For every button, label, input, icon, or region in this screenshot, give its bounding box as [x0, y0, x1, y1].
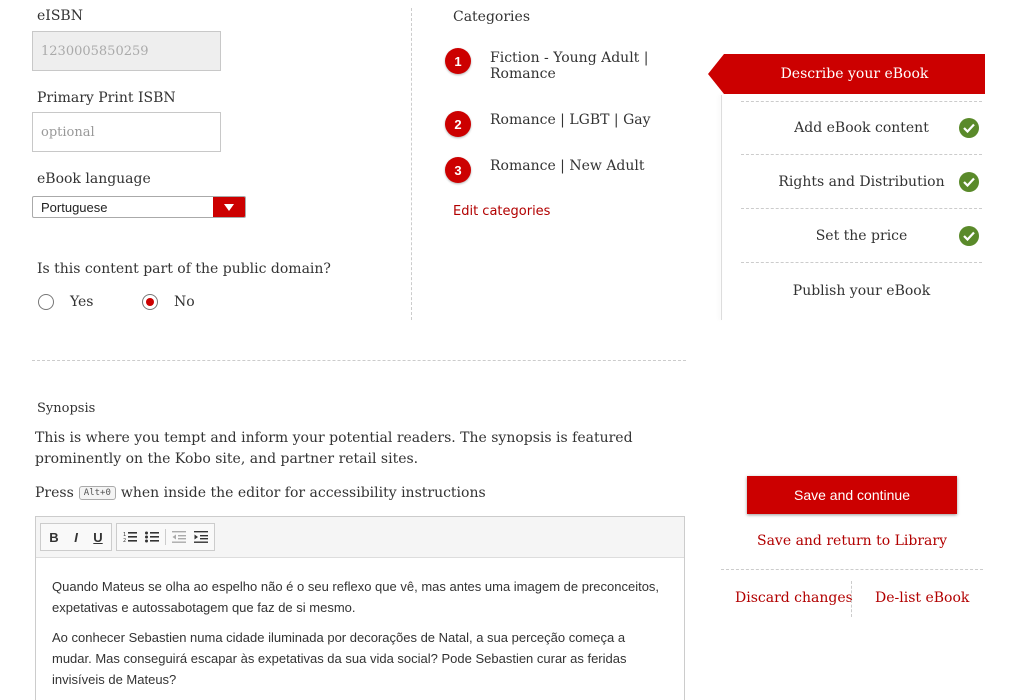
- save-continue-button[interactable]: Save and continue: [747, 476, 957, 514]
- step-add-content[interactable]: [741, 101, 982, 155]
- discard-changes-link[interactable]: Discard changes: [735, 590, 853, 606]
- step-price-label: Set the price: [815, 227, 908, 244]
- eisbn-label: eISBN: [37, 8, 83, 24]
- shortcut-key: Alt+0: [79, 486, 116, 500]
- category-item-1: [490, 50, 648, 82]
- category-item-1-line2: Romance: [490, 66, 556, 82]
- synopsis-title: Synopsis: [37, 401, 96, 416]
- edit-categories-link[interactable]: Edit categories: [453, 204, 551, 219]
- actions-vertical-divider: [851, 581, 852, 617]
- chevron-down-icon[interactable]: [213, 197, 245, 217]
- language-select[interactable]: [32, 196, 246, 218]
- step-rights-label: Rights and Distribution: [778, 173, 945, 190]
- save-return-link[interactable]: Save and return to Library: [756, 533, 948, 549]
- language-label: eBook language: [37, 171, 151, 187]
- delist-ebook-link[interactable]: De-list eBook: [875, 590, 970, 606]
- radio-yes-circle[interactable]: [38, 294, 54, 310]
- category-badge-2: 2: [445, 111, 471, 137]
- synopsis-paragraph-1: Quando Mateus se olha ao espelho não é o seu reflexo que vê, mas antes uma imagem de preconceitos, expetativas e autossabotagem que faz de si mesmo.: [52, 579, 660, 615]
- underline-button[interactable]: U: [93, 529, 103, 545]
- press-prefix: Press: [35, 485, 74, 501]
- check-icon: [959, 226, 979, 246]
- step-add-content-label: Add eBook content: [794, 119, 929, 136]
- category-item-1-line1: Fiction - Young Adult |: [490, 50, 649, 66]
- public-domain-question: Is this content part of the public domain?: [37, 261, 331, 277]
- format-group: [40, 523, 112, 551]
- step-publish[interactable]: [741, 264, 982, 318]
- synopsis-editor[interactable]: [35, 516, 685, 700]
- synopsis-description: This is where you tempt and inform your potential readers. The synopsis is featured prominently on the Kobo site, and partner retail sites.: [35, 430, 633, 467]
- svg-text:1: 1: [123, 532, 127, 538]
- column-divider: [411, 8, 412, 320]
- radio-no-label: No: [174, 294, 195, 310]
- outdent-icon[interactable]: [168, 526, 190, 548]
- category-item-2: Romance | LGBT | Gay: [490, 112, 651, 128]
- radio-no[interactable]: [142, 294, 195, 310]
- indent-icon[interactable]: [190, 526, 212, 548]
- step-active-label: Describe your eBook: [780, 66, 929, 82]
- toolbar-separator: [165, 529, 166, 545]
- step-publish-label: Publish your eBook: [792, 283, 931, 299]
- press-suffix: when inside the editor for accessibility instructions: [120, 485, 486, 501]
- eisbn-field: 1230005850259: [32, 31, 221, 71]
- bullet-list-icon[interactable]: [141, 526, 163, 548]
- category-badge-1: 1: [445, 48, 471, 74]
- category-item-3: Romance | New Adult: [490, 158, 645, 174]
- steps-panel-border: [721, 95, 722, 320]
- editor-toolbar: [36, 517, 684, 558]
- print-isbn-label: Primary Print ISBN: [37, 90, 176, 106]
- radio-no-circle[interactable]: [142, 294, 158, 310]
- step-price[interactable]: [741, 209, 982, 263]
- check-icon: [959, 118, 979, 138]
- actions-divider: [721, 569, 983, 570]
- print-isbn-field[interactable]: optional: [32, 112, 221, 152]
- check-icon: [959, 172, 979, 192]
- bold-button[interactable]: B: [49, 529, 59, 545]
- categories-title: Categories: [453, 9, 530, 25]
- italic-button[interactable]: I: [74, 529, 78, 545]
- accessibility-hint: [35, 485, 486, 501]
- radio-selected-dot: [146, 298, 154, 306]
- section-divider: [32, 360, 686, 361]
- numbered-list-icon[interactable]: [119, 526, 141, 548]
- category-badge-3: 3: [445, 157, 471, 183]
- svg-text:2: 2: [123, 538, 127, 543]
- language-value: Portuguese: [41, 199, 108, 215]
- list-group: [116, 523, 215, 551]
- editor-content[interactable]: [36, 558, 684, 690]
- radio-yes-label: Yes: [70, 294, 94, 310]
- synopsis-paragraph-2: Ao conhecer Sebastien numa cidade iluminada por decorações de Natal, a sua perceção começa a mudar. Mas conseguirá escapar às expetativas da sua vida social? Pode Sebastien curar as feridas invisíveis de Mateus?: [52, 630, 627, 687]
- radio-yes[interactable]: [38, 294, 94, 310]
- step-active[interactable]: [708, 54, 985, 94]
- step-rights[interactable]: [741, 155, 982, 209]
